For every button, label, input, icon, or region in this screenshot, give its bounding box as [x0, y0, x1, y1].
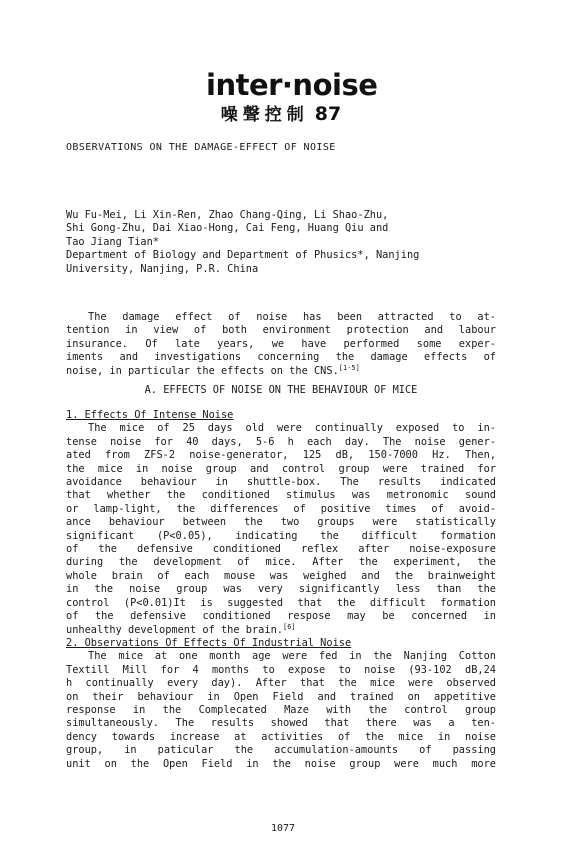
text-line: The damage effect of noise has been attracted to at-: [88, 311, 496, 323]
author-line: Wu Fu-Mei, Li Xin-Ren, Zhao Chang-Qing, Li Shao-Zhu,: [66, 209, 389, 221]
text-line: of the defensive conditioned respose may be concerned in: [66, 610, 496, 623]
text-line: ated from ZFS-2 noise-generator, 125 dB, 150-7000 Hz. Then,: [66, 449, 496, 462]
text-line: tense noise for 40 days, 5-6 h each day. The noise gener-: [66, 435, 496, 448]
text-line: on their behaviour in Open Field and trained on appetitive: [66, 690, 496, 703]
subsection-heading: 2. Observations Of Effects Of Industrial Noise: [66, 637, 352, 649]
affiliation-line: University, Nanjing, P.R. China: [66, 262, 259, 275]
paper-title: OBSERVATIONS ON THE DAMAGE-EFFECT OF NOISE: [66, 142, 336, 153]
author-block: [66, 209, 496, 276]
page-number: 1077: [270, 823, 296, 834]
citation-ref: [6]: [282, 622, 296, 631]
affiliation-line: Department of Biology and Department of Phusics*, Nanjing: [66, 249, 420, 262]
logo-year: 87: [314, 103, 342, 125]
text-line: ance behaviour between the two groups were statistically: [66, 516, 496, 529]
text-line: iments and investigations concerning the damage effects of: [66, 351, 496, 364]
text-line: h continually every day). After that the mice were observed: [66, 677, 496, 690]
text-line: unit on the Open Field in the noise group were much more: [66, 757, 496, 770]
text-line: or lamp-light, the differences of positive times of avoid-: [66, 502, 496, 515]
text-line-with-ref: [66, 624, 496, 637]
citation-ref: [1-5]: [338, 363, 360, 372]
subsection-heading: 1. Effects Of Intense Noise: [66, 409, 234, 421]
text-line: in the noise group was very significantly less than the: [66, 583, 496, 596]
author-line: Tao Jiang Tian*: [66, 235, 159, 248]
text-line: of the defensive conditioned reflex after noise-exposure: [66, 543, 496, 556]
text-line: Textill Mill for 4 months to expose to noise (93-102 dB,24: [66, 663, 496, 676]
text-line-with-ref: [66, 365, 496, 378]
text-line: The mice at one month age were fed in the Nanjing Cotton: [88, 650, 496, 663]
text-line: that whether the conditioned stimulus was metronomic sound: [66, 489, 496, 502]
subsection-1: [66, 409, 496, 637]
section-heading: A. EFFECTS OF NOISE ON THE BEHAVIOUR OF MICE: [144, 384, 418, 396]
subsection-2: [66, 637, 496, 771]
author-line: Shi Gong-Zhu, Dai Xiao-Hong, Cai Feng, Huang Qiu and: [66, 222, 389, 235]
abstract-paragraph: [66, 311, 496, 378]
conference-logo: [206, 68, 378, 125]
text-line: group, in paticular the accumulation-amounts of passing: [66, 744, 496, 757]
text-line: control (P<0.01)It is suggested that the difficult formation: [66, 596, 496, 609]
logo-wordmark: inter·noise: [206, 68, 378, 102]
text-line: insurance. Of late years, we have performed some exper-: [66, 337, 496, 350]
text-line: dency towards increase at activities of the mice in noise: [66, 730, 496, 743]
text-line: The mice of 25 days old were continually exposed to in-: [88, 422, 496, 435]
text-line: avoidance behaviour in shuttle-box. The results indicated: [66, 476, 496, 489]
text-line: significant (P<0.05), indicating the difficult formation: [66, 529, 496, 542]
text-line: during the development of mice. After the experiment, the: [66, 556, 496, 569]
text-line: noise, in particular the effects on the CNS.: [66, 364, 339, 377]
text-line: unhealthy development of the brain.: [66, 623, 283, 636]
text-line: response in the Complecated Maze with the control group: [66, 704, 496, 717]
text-line: simultaneously. The results showed that there was a ten-: [66, 717, 496, 730]
logo-cjk-text: 噪聲控制: [220, 105, 309, 125]
text-line: whole brain of each mouse was weighed and the brainweight: [66, 569, 496, 582]
text-line: tention in view of both environment protection and labour: [66, 324, 496, 337]
text-line: the mice in noise group and control group were trained for: [66, 462, 496, 475]
